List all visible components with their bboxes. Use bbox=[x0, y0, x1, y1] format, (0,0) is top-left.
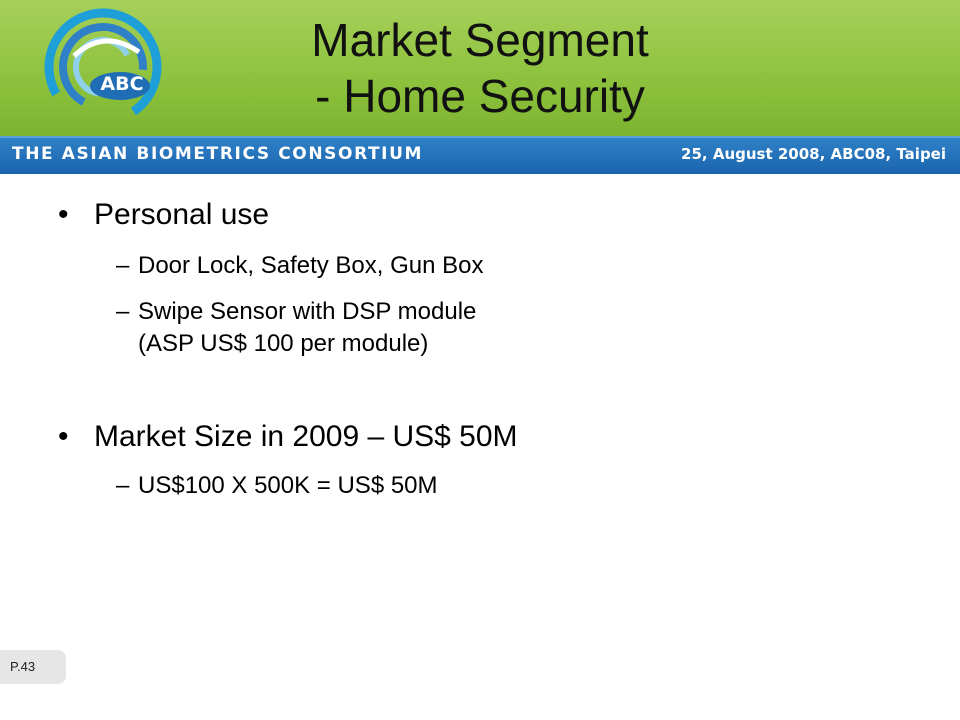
sub-bullet-line-2: (ASP US$ 100 per module) bbox=[138, 330, 429, 357]
slide-title bbox=[200, 12, 760, 124]
sub-dash: – bbox=[116, 472, 130, 499]
sub-bullet-swipe-sensor bbox=[116, 296, 477, 360]
bullet-dot: • bbox=[58, 420, 69, 453]
logo-text: ABC bbox=[100, 73, 144, 95]
event-date-location: 25, August 2008, ABC08, Taipei bbox=[681, 145, 946, 163]
slide-header bbox=[0, 0, 960, 136]
consortium-banner bbox=[0, 136, 960, 174]
bullet-market-size bbox=[58, 420, 518, 454]
bullet-personal-use bbox=[58, 198, 270, 232]
page-number: P.43 bbox=[0, 650, 66, 684]
sub-bullet-line-1: Swipe Sensor with DSP module bbox=[138, 298, 477, 325]
sub-bullet-door-lock bbox=[116, 250, 484, 282]
sub-dash: – bbox=[116, 252, 130, 279]
sub-dash: – bbox=[116, 298, 130, 325]
sub-bullet-calculation bbox=[116, 470, 438, 502]
title-line-2: - Home Security bbox=[315, 70, 645, 122]
sub-bullet-text: US$100 X 500K = US$ 50M bbox=[138, 472, 438, 499]
bullet-text: Personal use bbox=[94, 198, 270, 231]
title-line-1: Market Segment bbox=[311, 14, 649, 66]
consortium-name: THE ASIAN BIOMETRICS CONSORTIUM bbox=[12, 144, 424, 164]
bullet-text: Market Size in 2009 – US$ 50M bbox=[94, 420, 518, 453]
bullet-dot: • bbox=[58, 198, 69, 231]
sub-bullet-text: Door Lock, Safety Box, Gun Box bbox=[138, 252, 484, 279]
abc-logo-icon bbox=[44, 8, 162, 126]
